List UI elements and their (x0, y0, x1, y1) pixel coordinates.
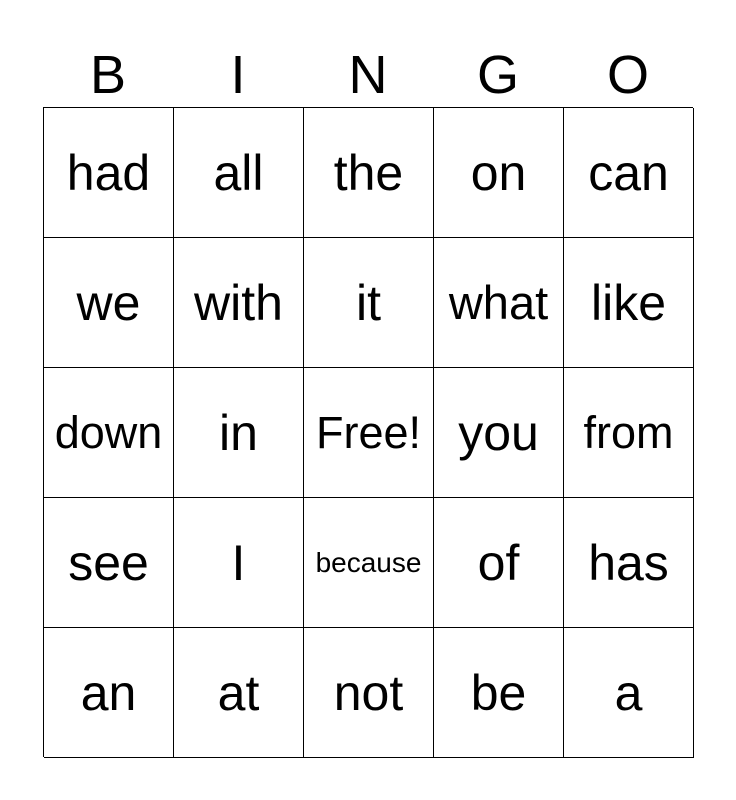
bingo-cell[interactable]: can (564, 108, 694, 238)
bingo-cell[interactable]: see (44, 498, 174, 628)
header-letter-i: I (230, 45, 246, 105)
free-space-cell[interactable]: Free! (304, 368, 434, 498)
bingo-cell[interactable]: on (434, 108, 564, 238)
bingo-cell[interactable]: we (44, 238, 174, 368)
bingo-cell[interactable]: has (564, 498, 694, 628)
bingo-cell[interactable]: you (434, 368, 564, 498)
bingo-cell[interactable]: of (434, 498, 564, 628)
bingo-cell[interactable]: the (304, 108, 434, 238)
bingo-cell[interactable]: a (564, 628, 694, 758)
bingo-cell[interactable]: it (304, 238, 434, 368)
bingo-cell[interactable]: in (174, 368, 304, 498)
bingo-cell[interactable]: not (304, 628, 434, 758)
bingo-cell[interactable]: because (304, 498, 434, 628)
bingo-cell[interactable]: I (174, 498, 304, 628)
header-letter-b: B (89, 45, 127, 105)
header-letter-o: O (606, 45, 649, 105)
bingo-cell[interactable]: all (174, 108, 304, 238)
bingo-cell[interactable]: be (434, 628, 564, 758)
bingo-cell[interactable]: at (174, 628, 304, 758)
bingo-cell[interactable]: with (174, 238, 304, 368)
header-letter-g: G (476, 45, 519, 105)
bingo-board (43, 107, 693, 757)
bingo-cell[interactable]: had (44, 108, 174, 238)
bingo-cell[interactable]: down (44, 368, 174, 498)
bingo-header (43, 44, 693, 106)
bingo-cell[interactable]: an (44, 628, 174, 758)
bingo-cell[interactable]: what (434, 238, 564, 368)
bingo-cell[interactable]: from (564, 368, 694, 498)
bingo-cell[interactable]: like (564, 238, 694, 368)
header-letter-n: N (348, 45, 388, 105)
